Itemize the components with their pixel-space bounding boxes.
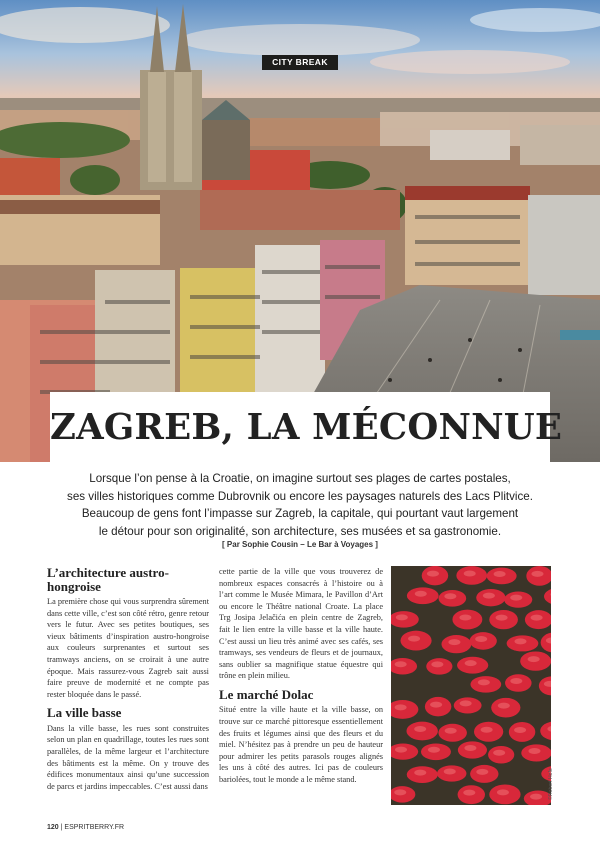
intro-line: Beaucoup de gens font l’impasse sur Zagreb, la capitale, qui pourtant vaut largement (81, 507, 519, 520)
text-column-middle (219, 566, 383, 789)
parasol-highlight (394, 789, 406, 795)
byline: [ Par Sophie Cousin – Le Bar à Voyages ] (222, 540, 378, 549)
parasol-highlight (460, 700, 472, 706)
parasol-highlight (494, 571, 506, 577)
parasol-highlight (395, 661, 407, 667)
photo-credit: ©Robert Hofe (548, 768, 554, 800)
parasol-highlight (430, 702, 442, 708)
intro-line: Lorsque l’on pense à la Croatie, on imagine surtout ses plages de cartes postales, (89, 472, 511, 485)
parasol-highlight (496, 615, 508, 621)
parasol-highlight (514, 638, 526, 644)
parasol-highlight (444, 769, 456, 775)
parasol-highlight (414, 770, 426, 776)
footer-site: ESPRITBERRY.FR (64, 824, 125, 831)
section-paragraph: La première chose qui vous surprendra sûrement dans cette ville, c’est son côté rétro, genre retour vers le futur. Avec ses petites boutiques, ses vieux bâtiments d’inspiration austro-hongroise aux couleurs surprenantes et surtout ses tramways anciens, on se croirait à une autre époque. Mais rassurez-vous Zagreb sait aussi faire preuve de modernité et ne compte pas rester bloquée dans le passé. (47, 597, 209, 699)
article-intro (40, 470, 560, 540)
parasol-highlight (464, 570, 476, 576)
parasol-highlight (395, 704, 407, 710)
parasol-highlight (475, 636, 487, 642)
section-heading: La ville basse (47, 705, 122, 721)
parasol-highlight (481, 727, 493, 733)
parasol-highlight (498, 703, 510, 709)
parasol-highlight (445, 728, 457, 734)
footer-separator: | (58, 824, 65, 831)
parasol-highlight (528, 656, 540, 662)
section-paragraph: Dans la ville basse, les rues sont construites selon un plan en quadrillage, toutes les rues sont parallèles, de la même largeur et l’architecture des bâtiments est la même. On y trouve des édifices monumentaux ainsi qu’une succession de parcs et jardins impeccables. C’est aussi dans (47, 723, 209, 791)
parasol-highlight (428, 747, 440, 753)
parasol-highlight (510, 595, 522, 601)
parasol-highlight (444, 593, 456, 599)
section-heading: L’architecture austro-hongroise (47, 565, 169, 594)
parasol-highlight (396, 614, 408, 620)
parasol-highlight (531, 615, 543, 621)
intro-line: ses villes historiques comme Dubrovnik ou encore les paysages naturels des Lacs Plitvice. (67, 489, 533, 503)
page-number: 120 (47, 824, 59, 831)
parasol-highlight (483, 593, 495, 599)
parasol-highlight (408, 636, 420, 642)
parasol-highlight (497, 789, 509, 795)
parasol-highlight (528, 748, 540, 754)
parasol-highlight (478, 679, 490, 685)
parasol-highlight (448, 639, 460, 645)
title-panel (50, 392, 563, 462)
article-title: ZAGREB, LA MÉCONNUE (50, 407, 563, 448)
section-tag: CITY BREAK (262, 55, 338, 70)
intro-line: le détour pour son originalité, son architecture, ses musées et sa gastronomie. (98, 524, 502, 538)
section-paragraph: cette partie de la ville que vous trouverez de nombreux espaces consacrés à l’histoire ou à l’art comme le Musée Mimara, le Pavillon d’Art ou encore le Théâtre national Croate. La place Trg Josipa Jelačića en plein centre de Zagreb, fait le lien entre la ville basse et la ville haute. C’est aussi un lieu très animé avec ses cafés, ses tramways, ses vendeurs de fleurs et de journaux, sans oublier sa magnifique statue équestre qui trône en plein milieu. (219, 567, 383, 681)
parasol-highlight (465, 660, 477, 666)
parasol-highlight (531, 571, 543, 577)
parasol-highlight (510, 678, 522, 684)
parasol-highlight (514, 727, 526, 733)
red-parasols-illustration (391, 566, 551, 805)
parasol-highlight (427, 571, 439, 577)
section-paragraph: Situé entre la ville haute et la ville basse, on trouve sur ce marché pittoresque essentiellement des fruits et légumes ainsi que des fleurs et du miel. N’hésitez pas à prendre un peu de hauteur pour admirer les petits parasols rouges alignés les uns à côté des autres. Ici pas de couleurs bariolées, tout le monde a le même stand. (219, 705, 383, 784)
parasol-highlight (463, 790, 475, 796)
parasol-highlight (415, 591, 427, 597)
parasol-highlight (459, 614, 471, 620)
parasol-highlight (431, 661, 443, 667)
text-column-left (47, 566, 209, 795)
parasol-highlight (530, 794, 542, 800)
parasol-highlight (476, 769, 488, 775)
parasol-highlight (414, 726, 426, 732)
market-photo (391, 566, 551, 805)
parasol-highlight (493, 750, 505, 756)
parasol-highlight (464, 745, 476, 751)
page-footer (47, 824, 124, 831)
parasol-highlight (395, 747, 407, 753)
section-heading: Le marché Dolac (219, 686, 314, 702)
